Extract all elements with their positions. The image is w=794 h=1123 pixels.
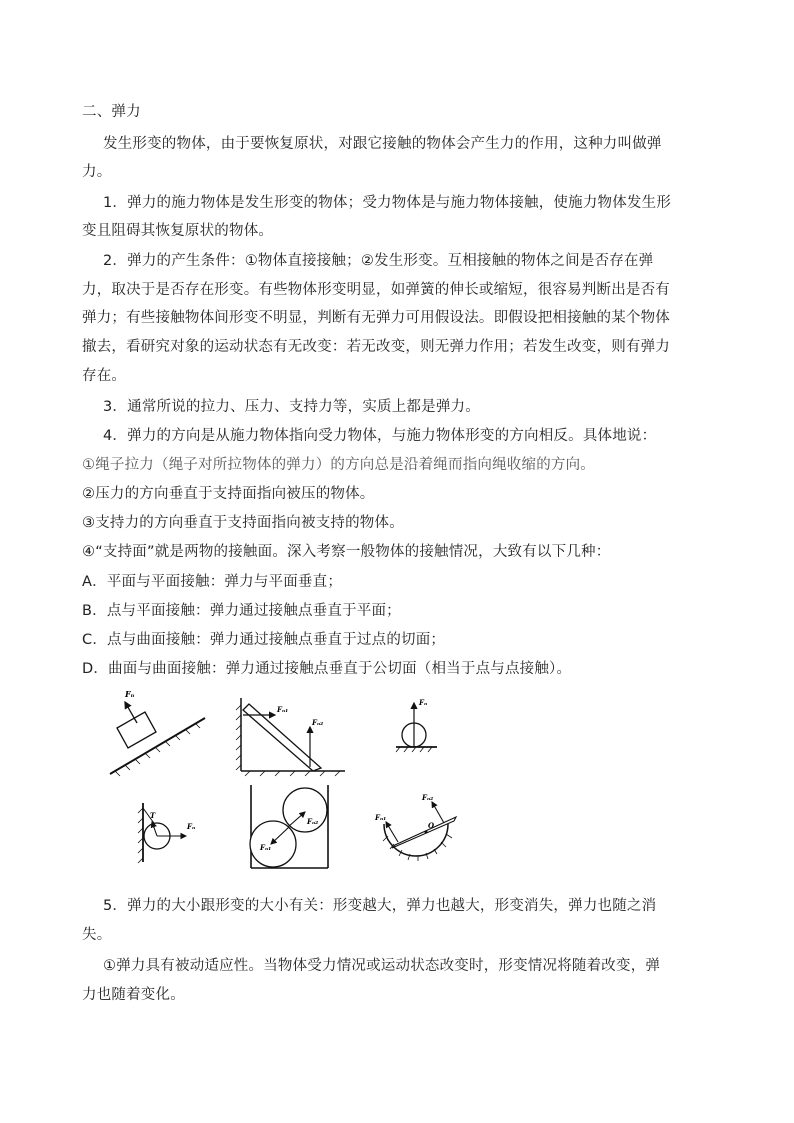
point5-line-2: 失。: [82, 927, 112, 943]
fig6-fn1-label: Fₙ₁: [375, 813, 387, 822]
case-c: C．点与曲面接触：弹力通过接触点垂直于过点的切面；: [82, 632, 446, 648]
point2-line-3: 弹力；有些接触物体间形变不明显，判断有无弹力可用假设法。即假设把相接触的某个物体: [82, 310, 670, 326]
case-d: D．曲面与曲面接触：弹力通过接触点垂直于公切面（相当于点与点接触）。: [82, 661, 572, 677]
fig1-fn-label: Fₙ: [125, 689, 135, 699]
fig4-fn-label: Fₙ: [187, 822, 196, 831]
point3: 3．通常所说的拉力、压力、支持力等，实质上都是弹力。: [103, 399, 480, 415]
fig5-fn2-label: Fₙ₂: [307, 817, 319, 826]
point5-sub-line-1: ①弹力具有被动适应性。当物体受力情况或运动状态改变时，形变情况将随着改变，弹: [103, 958, 661, 974]
fig3-fn-label: Fₙ: [419, 698, 428, 707]
fig6-o-label: O: [428, 821, 435, 830]
fig2-fn1-label: Fₙ₁: [277, 705, 289, 714]
fig4-t-label: T: [150, 811, 156, 820]
fig6-fn2-label: Fₙ₂: [422, 793, 434, 802]
sub-item-2: ②压力的方向垂直于支持面指向被压的物体。: [82, 486, 375, 502]
sub-item-1: ①绳子拉力（绳子对所拉物体的弹力）的方向总是沿着绳而指向绳收缩的方向。: [82, 457, 595, 473]
fig5-fn1-label: Fₙ₁: [260, 843, 272, 852]
point1-line-1: 1．弹力的施力物体是发生形变的物体；受力物体是与施力物体接触，使施力物体发生形: [103, 195, 672, 211]
point2-line-2: 力，取决于是否存在形变。有些物体形变明显，如弹簧的伸长或缩短，很容易判断出是否有: [82, 282, 670, 298]
point5-line-1: 5．弹力的大小跟形变的大小有关：形变越大，弹力也越大，形变消失，弹力也随之消: [103, 898, 657, 914]
figure-ball-on-plane: [392, 695, 452, 755]
case-b: B．点与平面接触：弹力通过接触点垂直于平面；: [82, 603, 401, 619]
point2-line-4: 撤去，看研究对象的运动状态有无改变：若无改变，则无弹力作用；若发生改变，则有弹力: [82, 339, 670, 355]
figure-rod-against-wall: [235, 695, 350, 777]
figure-rod-in-bowl: [370, 790, 465, 862]
section-heading: 二、弹力: [82, 104, 141, 120]
sub-item-4: ④“支持面”就是两物的接触面。深入考察一般物体的接触情况，大致有以下几种：: [82, 544, 611, 560]
point5-sub-line-2: 力也随着变化。: [82, 987, 185, 1003]
case-a: A．平面与平面接触：弹力与平面垂直；: [82, 574, 343, 590]
intro-line-1: 发生形变的物体，由于要恢复原状，对跟它接触的物体会产生力的作用，这种力叫做弹: [103, 136, 662, 152]
figure-hanging-ball-wall: [128, 800, 203, 865]
figure-two-balls-in-box: [245, 782, 335, 872]
fig2-fn2-label: Fₙ₂: [312, 718, 324, 727]
point2-line-5: 存在。: [82, 368, 127, 384]
intro-line-2: 力。: [82, 164, 112, 180]
figure-block-on-incline: [105, 688, 210, 778]
point4: 4．弹力的方向是从施力物体指向受力物体，与施力物体形变的方向相反。具体地说：: [103, 428, 657, 444]
point2-line-1: 2．弹力的产生条件：①物体直接接触；②发生形变。互相接触的物体之间是否存在弹: [103, 253, 654, 269]
point1-line-2: 变且阻碍其恢复原状的物体。: [82, 223, 274, 239]
sub-item-3: ③支持力的方向垂直于支持面指向被支持的物体。: [82, 515, 404, 531]
